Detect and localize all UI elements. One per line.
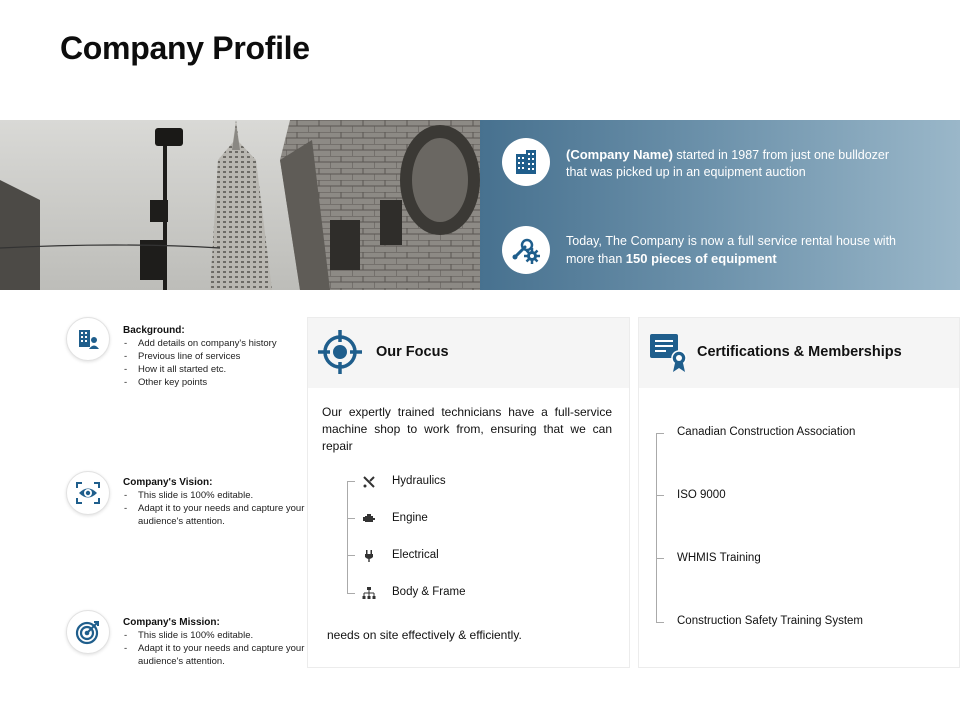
list-item: - Other key points (123, 376, 308, 389)
mission-section (123, 616, 308, 668)
banner-company-text: (Company Name) started in 1987 from just one bulldozer that was picked up in an equipment auction (566, 147, 890, 179)
wrench-gear-icon (502, 226, 550, 274)
connector-tick (656, 622, 664, 623)
background-heading: Background: (123, 325, 185, 336)
focus-footer: needs on site effectively & efficiently. (327, 628, 522, 642)
background-section (123, 324, 308, 389)
certification-item: Construction Safety Training System (677, 615, 863, 627)
certifications-title: Certifications & Memberships (697, 344, 902, 360)
list-item: - This slide is 100% editable. (123, 629, 308, 642)
eye-scan-icon (66, 471, 110, 515)
engine-icon (362, 512, 376, 526)
connector-tick (656, 495, 664, 496)
list-item: - Adapt it to your needs and capture your audience's attention. (123, 642, 308, 668)
vision-heading: Company's Vision: (123, 477, 213, 488)
connector-tick (347, 481, 355, 482)
focus-description: Our expertly trained technicians have a full-service machine shop to work from, ensuring that we can repair (322, 405, 612, 453)
target-icon (66, 610, 110, 654)
banner-photo (0, 120, 480, 290)
hierarchy-icon (362, 586, 376, 600)
connector-tick (656, 433, 664, 434)
banner-equipment-text: Today, The Company is now a full service rental house with more than 150 pieces of equipment (566, 234, 896, 266)
list-item: - This slide is 100% editable. (123, 489, 308, 502)
list-item: - Adapt it to your needs and capture your audience's attention. (123, 502, 308, 528)
focus-item: Engine (392, 512, 428, 524)
certifications-connector (656, 433, 657, 622)
hydraulics-icon (362, 475, 376, 489)
certificate-icon (648, 332, 692, 374)
certification-item: ISO 9000 (677, 489, 726, 501)
focus-connector (347, 481, 357, 593)
mission-heading: Company's Mission: (123, 617, 220, 628)
connector-tick (656, 558, 664, 559)
certification-item: WHMIS Training (677, 552, 761, 564)
list-item: - How it all started etc. (123, 363, 308, 376)
focus-item: Electrical (392, 549, 439, 561)
focus-item: Body & Frame (392, 586, 466, 598)
connector-tick (347, 593, 355, 594)
list-item: - Previous line of services (123, 350, 308, 363)
building-icon (502, 138, 550, 186)
connector-tick (347, 555, 355, 556)
certification-item: Canadian Construction Association (677, 426, 856, 438)
connector-tick (347, 518, 355, 519)
list-item: - Add details on company's history (123, 337, 308, 350)
page-title: Company Profile (60, 30, 310, 66)
focus-item: Hydraulics (392, 475, 446, 487)
vision-section (123, 476, 308, 528)
office-person-icon (66, 317, 110, 361)
electrical-plug-icon (362, 549, 376, 563)
crosshair-icon (316, 328, 364, 376)
focus-title: Our Focus (376, 344, 449, 360)
